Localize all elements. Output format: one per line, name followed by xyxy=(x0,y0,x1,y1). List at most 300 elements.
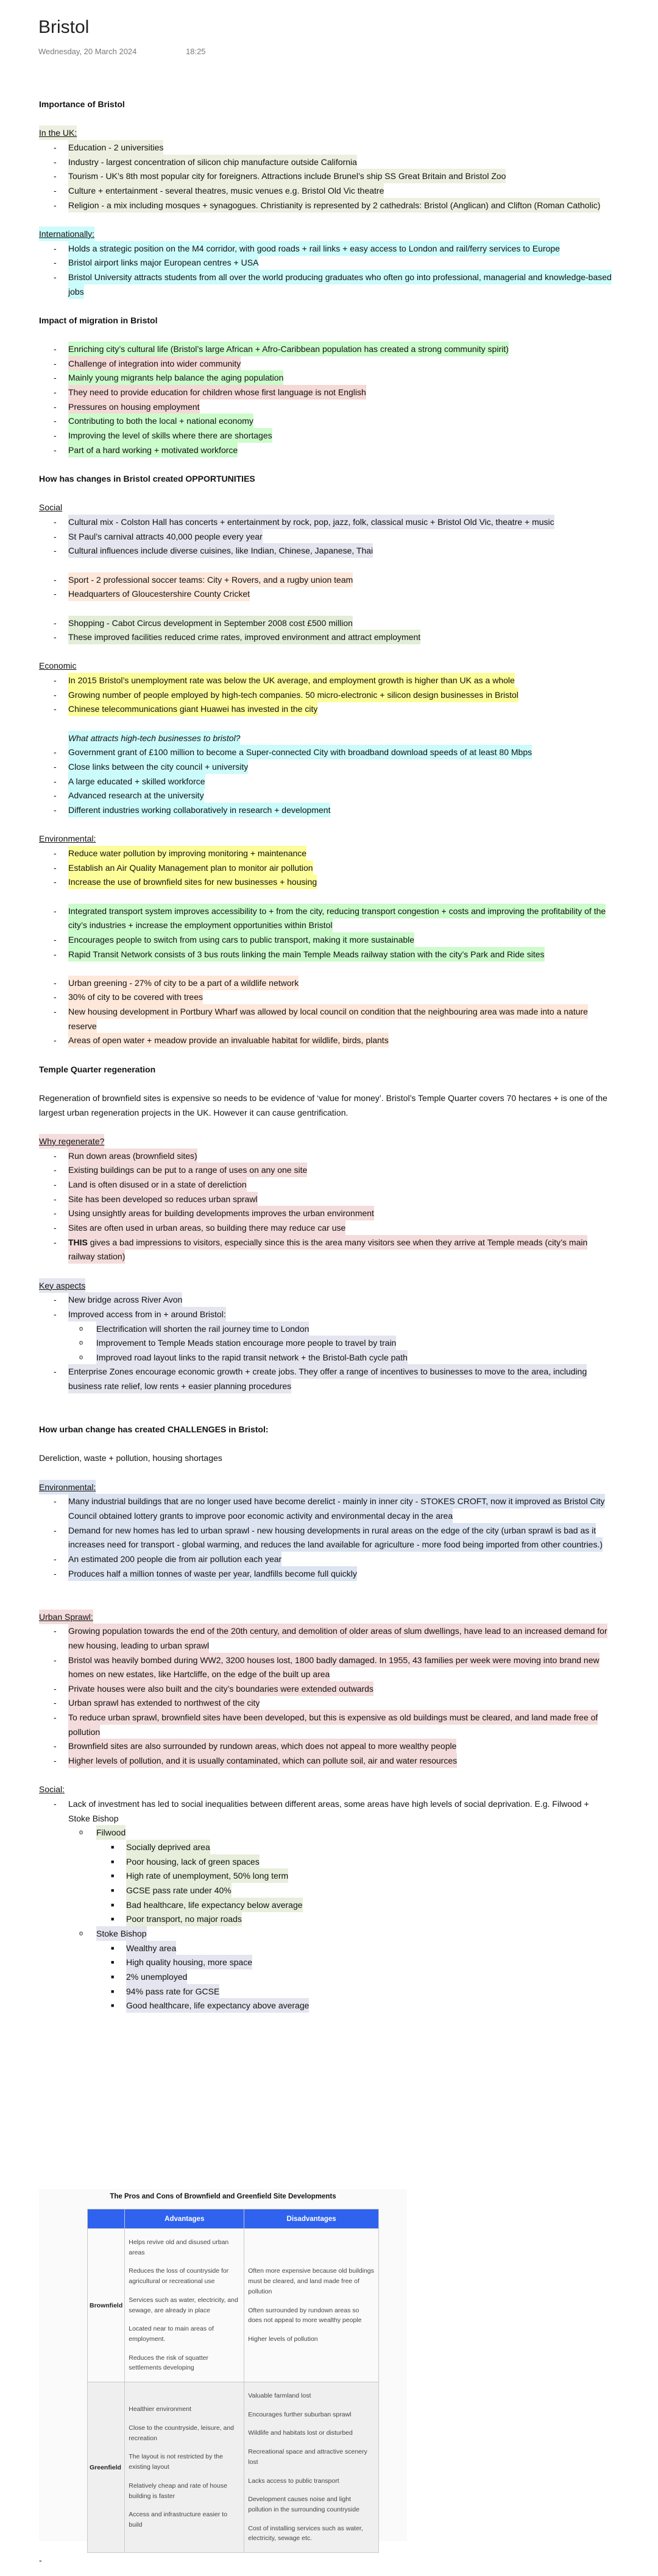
bullet-item xyxy=(39,443,612,458)
dash-bullet-icon: - xyxy=(54,848,57,858)
text: Part of a hard working + motivated workforce xyxy=(68,445,238,455)
dash-bullet-icon: - xyxy=(54,805,57,815)
bullet-item xyxy=(39,1524,612,1552)
dash-bullet-icon: - xyxy=(54,618,57,628)
note-body[interactable] xyxy=(39,97,612,2013)
text-span xyxy=(68,1177,247,1192)
blank-line xyxy=(39,1120,612,1135)
dash-bullet-icon: - xyxy=(54,689,57,700)
text: Many industrial buildings that are no longer used have become derelict - mainly in inner city - STOKES CROFT, now it improved as Bristol City Council obtained lottery grants to improve poor economic activity and environmental decay in the area xyxy=(68,1496,605,1521)
text-span xyxy=(68,1033,389,1047)
blank-line xyxy=(39,962,612,976)
text-span xyxy=(126,1984,219,1999)
paragraph xyxy=(39,1451,612,1466)
section-heading xyxy=(39,1063,612,1077)
blank-line xyxy=(39,645,612,660)
bullet-item xyxy=(39,846,612,861)
text: Private houses were also built and the city’s boundaries were extended outwards xyxy=(68,1683,373,1694)
dash-bullet-icon: - xyxy=(54,243,57,253)
blank-line xyxy=(39,1394,612,1409)
sub-bullet-item xyxy=(39,1351,612,1365)
advantage-item: Close to the countryside, leisure, and recreation xyxy=(129,2424,235,2442)
page-date: Wednesday, 20 March 2024 xyxy=(38,47,137,56)
text-span xyxy=(68,932,414,947)
text-span xyxy=(68,370,283,385)
subheading xyxy=(39,501,612,515)
dash-bullet-icon: - xyxy=(54,171,57,181)
text: gives a bad impressions to visitors, especially since this is the area many visitors see when they arrive at Temple meads (city’s main railway station) xyxy=(68,1237,588,1262)
text: Urban sprawl has extended to northwest of the city xyxy=(68,1698,260,1708)
disadvantage-item: Often more expensive because old buildings must be cleared, and land made free of pollution xyxy=(248,2267,374,2295)
blank-line xyxy=(39,328,612,342)
text: Regeneration of brownfield sites is expensive so needs to be evidence of ‘value for money’. Bristol’s Temple Quarter covers 70 hectares + is one of the largest urban regeneration projects in the UK. However it can cause gentrification. xyxy=(39,1093,607,1117)
text-span xyxy=(68,803,330,817)
text-span xyxy=(68,1192,258,1206)
text-span xyxy=(68,515,554,529)
text-span xyxy=(68,702,317,716)
text: 30% of city to be covered with trees xyxy=(68,992,203,1002)
text: Cultural influences include diverse cuisines, like Indian, Chinese, Japanese, Thai xyxy=(68,546,373,556)
text: Improved road layout links to the rapid transit network + the Bristol-Bath cycle path xyxy=(96,1352,408,1362)
text: Social xyxy=(39,502,63,513)
text: Improvement to Temple Meads station encourage more people to travel by train xyxy=(96,1338,397,1348)
text-span xyxy=(68,1523,603,1552)
sub-sub-bullet-item xyxy=(39,1840,612,1855)
bullet-item xyxy=(39,141,612,155)
text: Impact of migration in Bristol xyxy=(39,315,158,325)
bullet-item xyxy=(39,760,612,775)
bullet-item xyxy=(39,789,612,803)
table-header-advantages: Advantages xyxy=(125,2209,244,2229)
dash-bullet-icon: - xyxy=(54,516,57,527)
blank-line xyxy=(39,213,612,227)
text-span xyxy=(68,947,545,962)
circle-bullet-icon: o xyxy=(79,1339,83,1347)
text-span xyxy=(68,342,509,356)
text-span xyxy=(68,1653,600,1682)
square-bullet-icon: ■ xyxy=(111,1844,115,1851)
text: Bad healthcare, life expectancy below average xyxy=(126,1899,303,1910)
text-span xyxy=(68,1624,607,1653)
text: Growing population towards the end of the 20th century, and demolition of older areas of slum dwellings, have lead to an increased demand for new housing, leading to urban sprawl xyxy=(68,1626,607,1650)
text-span xyxy=(68,1552,281,1566)
advantage-item: Healthier environment xyxy=(129,2405,191,2413)
text: Socially deprived area xyxy=(126,1842,210,1853)
text-span xyxy=(68,616,353,630)
square-bullet-icon: ■ xyxy=(111,1916,115,1923)
text-span xyxy=(39,661,76,670)
text: Wealthy area xyxy=(126,1943,177,1953)
dash-bullet-icon: - xyxy=(54,1194,57,1204)
dash-bullet-icon: - xyxy=(54,1208,57,1219)
bullet-item xyxy=(39,1192,612,1207)
advantages-cell xyxy=(125,2229,244,2382)
dash-bullet-icon: - xyxy=(54,1683,57,1694)
text-span xyxy=(68,759,248,774)
blank-line xyxy=(39,558,612,573)
text-span xyxy=(96,1825,126,1840)
text: To reduce urban sprawl, brownfield sites have been developed, but this is expensive as old buildings must be cleared, and land made free of pollution xyxy=(68,1712,598,1737)
text-span xyxy=(126,1868,288,1883)
dash-bullet-icon: - xyxy=(54,934,57,945)
blank-line xyxy=(39,1048,612,1063)
blank-line xyxy=(39,1264,612,1279)
text-span xyxy=(68,745,532,759)
text-span xyxy=(68,270,612,299)
text: Culture + entertainment - several theatres, music venues e.g. Bristol Old Vic theatre xyxy=(68,185,384,195)
text: Land is often disused or in a state of dereliction xyxy=(68,1179,247,1189)
blank-line xyxy=(39,1077,612,1091)
blank-line xyxy=(39,1596,612,1610)
square-bullet-icon: ■ xyxy=(111,1973,115,1980)
advantage-item: Located near to main areas of employment. xyxy=(129,2325,214,2343)
bullet-item xyxy=(39,1163,612,1178)
square-bullet-icon: ■ xyxy=(111,2002,115,2009)
table-title: The Pros and Cons of Brownfield and Greenfield Site Developments xyxy=(110,2193,336,2200)
text: Cultural mix - Colston Hall has concerts + entertainment by rock, pop, jazz, folk, classical music + Bristol Old Vic, theatre + music xyxy=(68,516,554,527)
square-bullet-icon: ■ xyxy=(111,1988,115,1994)
text-span xyxy=(39,99,125,109)
table-row xyxy=(88,2229,379,2382)
text: Growing number of people employed by high-tech companies. 50 micro-electronic + silicon design businesses in Bristol xyxy=(68,689,518,700)
bullet-item xyxy=(39,1221,612,1236)
bullet-item xyxy=(39,414,612,429)
subheading xyxy=(39,1610,612,1625)
dash-bullet-icon: - xyxy=(54,1741,57,1751)
bullet-item xyxy=(39,1178,612,1192)
text: Environmental: xyxy=(39,1482,96,1492)
dash-bullet-icon: - xyxy=(54,949,57,959)
text-span xyxy=(68,572,353,587)
bold-text: THIS xyxy=(68,1237,88,1247)
text-span xyxy=(68,673,515,688)
dash-bullet-icon: - xyxy=(54,862,57,873)
text-span xyxy=(39,1278,85,1293)
row-label: Greenfield xyxy=(88,2382,125,2553)
bullet-item xyxy=(39,1293,612,1307)
text: Headquarters of Gloucestershire County Cricket xyxy=(68,589,250,599)
square-bullet-icon: ■ xyxy=(111,1959,115,1966)
section-heading xyxy=(39,472,612,487)
bullet-item xyxy=(39,1682,612,1697)
subheading xyxy=(39,227,612,242)
blank-line xyxy=(39,1408,612,1423)
text: Urban Sprawl: xyxy=(39,1611,93,1622)
bullet-item xyxy=(39,1365,612,1393)
text-span xyxy=(68,241,560,256)
text: New bridge across River Avon xyxy=(68,1295,183,1305)
text: Produces half a million tonnes of waste per year, landfills become full quickly xyxy=(68,1568,357,1578)
dash-bullet-icon: - xyxy=(54,387,57,398)
text: Temple Quarter regeneration xyxy=(39,1064,156,1074)
blank-line xyxy=(39,1581,612,1596)
sub-sub-bullet-item xyxy=(39,1912,612,1927)
text: Enriching city’s cultural life (Bristol’s large African + Afro-Caribbean population has created a strong community spirit) xyxy=(68,344,509,354)
blank-line xyxy=(39,299,612,314)
bullet-item xyxy=(39,242,612,256)
dash-bullet-icon: - xyxy=(54,157,57,167)
text: Areas of open water + meadow provide an invaluable habitat for wildlife, birds, plants xyxy=(68,1035,389,1046)
text: Lack of investment has led to social inequalities between different areas, some areas have high levels of social deprivation. E.g. Filwood + Stoke Bishop xyxy=(68,1799,589,1823)
text-span xyxy=(68,1695,260,1710)
dash-bullet-icon: - xyxy=(54,574,57,585)
pros-cons-table xyxy=(87,2209,379,2553)
text: Pressures on housing employment xyxy=(68,401,200,412)
dash-bullet-icon: - xyxy=(54,1309,57,1319)
advantage-item: Access and infrastructure easier to build xyxy=(129,2511,227,2528)
bullet-item xyxy=(39,199,612,213)
text-span xyxy=(68,1494,605,1523)
text-span xyxy=(68,731,240,745)
text-span xyxy=(68,1710,598,1739)
bullet-item xyxy=(39,875,612,890)
text-span xyxy=(68,1307,226,1321)
bullet-item xyxy=(39,1797,612,1826)
bullet-item xyxy=(39,1307,612,1322)
text-span xyxy=(68,155,357,169)
bullet-item xyxy=(39,976,612,991)
disadvantage-item: Recreational space and attractive scenery lost xyxy=(248,2448,367,2466)
text: Site has been developed so reduces urban sprawl xyxy=(68,1194,258,1204)
text: Education - 2 universities xyxy=(68,142,164,152)
text: Environmental: xyxy=(39,834,96,844)
text-span xyxy=(68,428,272,443)
dash-bullet-icon: - xyxy=(54,762,57,772)
bullet-item xyxy=(39,1624,612,1653)
dash-bullet-icon: - xyxy=(54,1525,57,1535)
bullet-item xyxy=(39,630,612,645)
bullet-item xyxy=(39,803,612,818)
text: GCSE pass rate under 40% xyxy=(126,1885,232,1895)
disadvantage-item: Valuable farmland lost xyxy=(248,2392,311,2400)
sub-bullet-item xyxy=(39,1322,612,1337)
text-span xyxy=(39,502,62,512)
bullet-item xyxy=(39,904,612,933)
text-span xyxy=(68,183,384,198)
text: Chinese telecommunications giant Huawei has invested in the city xyxy=(68,704,318,714)
text: Shopping - Cabot Circus development in September 2008 cost £500 million xyxy=(68,618,353,628)
text-span xyxy=(68,846,306,860)
bullet-item xyxy=(39,1005,612,1033)
sub-sub-bullet-item xyxy=(39,1869,612,1884)
dash-bullet-icon: - xyxy=(54,977,57,988)
text-span xyxy=(39,315,157,325)
text: Dereliction, waste + pollution, housing shortages xyxy=(39,1453,222,1463)
text: A large educated + skilled workforce xyxy=(68,776,205,786)
bullet-item xyxy=(39,530,612,544)
bullet-item xyxy=(39,587,612,602)
square-bullet-icon: ■ xyxy=(111,1901,115,1908)
text-span xyxy=(68,1364,587,1393)
disadvantage-item: Wildlife and habitats lost or disturbed xyxy=(248,2429,353,2437)
advantage-item: Relatively cheap and rate of house building is faster xyxy=(129,2482,227,2500)
dash-bullet-icon: - xyxy=(54,373,57,383)
text-span xyxy=(68,1753,457,1768)
subheading xyxy=(39,659,612,674)
text-span xyxy=(68,788,204,803)
bullet-item xyxy=(39,1711,612,1739)
dash-bullet-icon: - xyxy=(54,1237,57,1247)
square-bullet-icon: ■ xyxy=(111,1873,115,1879)
dash-bullet-icon: - xyxy=(54,531,57,541)
blank-line xyxy=(39,602,612,616)
text: Higher levels of pollution, and it is usually contaminated, which can pollute soil, air and water resources xyxy=(68,1756,458,1766)
bullet-item xyxy=(39,400,612,415)
text: Using unsightly areas for building developments improves the urban environment xyxy=(68,1208,374,1219)
text: In 2015 Bristol’s unemployment rate was below the UK average, and employment growth is higher than UK as a whole xyxy=(68,675,515,686)
text-span xyxy=(39,1065,155,1074)
bullet-item xyxy=(39,861,612,876)
text-span xyxy=(68,688,518,702)
text: What attracts high-tech businesses to bristol? xyxy=(68,733,241,743)
circle-bullet-icon: o xyxy=(79,1353,83,1361)
text: Mainly young migrants help balance the aging population xyxy=(68,373,284,383)
dash-bullet-icon: - xyxy=(54,200,57,210)
dash-bullet-icon: - xyxy=(54,632,57,642)
dash-bullet-icon: - xyxy=(54,445,57,455)
text-span xyxy=(126,1883,232,1898)
disadvantages-cell xyxy=(244,2382,379,2553)
dash-bullet-icon: - xyxy=(54,1626,57,1636)
disadvantages-cell xyxy=(244,2229,379,2382)
text: Integrated transport system improves accessibility to + from the city, reducing transport congestion + costs and improving the profitability of the city’s industries + increase the employment opportunities within Bristol xyxy=(68,906,606,931)
text-span xyxy=(68,586,250,601)
bullet-item xyxy=(39,155,612,170)
bullet-item xyxy=(39,256,612,270)
square-bullet-icon: ■ xyxy=(111,1887,115,1893)
dash-bullet-icon: - xyxy=(54,1698,57,1708)
text-span xyxy=(68,875,317,889)
text-span xyxy=(126,1998,309,2013)
dash-bullet-icon: - xyxy=(54,1496,57,1507)
dash-bullet-icon: - xyxy=(54,1554,57,1564)
dash-bullet-icon: - xyxy=(54,675,57,686)
dash-bullet-icon: - xyxy=(54,776,57,786)
advantages-cell xyxy=(125,2382,244,2553)
sub-sub-bullet-item xyxy=(39,1970,612,1985)
advantage-item: Helps revive old and disused urban areas xyxy=(129,2239,229,2256)
text-span xyxy=(96,1336,396,1350)
section-heading xyxy=(39,97,612,112)
bullet-item xyxy=(39,342,612,357)
subheading xyxy=(39,1480,612,1495)
dash-bullet-icon: - xyxy=(54,790,57,801)
text: Enterprise Zones encourage economic growth + create jobs. They offer a range of incentives to businesses to move to the area, including business rate relief, low rents + easier planning procedures xyxy=(68,1367,587,1392)
blank-line xyxy=(39,818,612,832)
bullet-item xyxy=(39,1754,612,1768)
text-span xyxy=(39,227,94,241)
dash-bullet-icon: - xyxy=(54,589,57,599)
text-span xyxy=(39,1093,607,1117)
text-span xyxy=(68,990,203,1004)
bullet-item xyxy=(39,1494,612,1523)
text: Improving the level of skills where there are shortages xyxy=(68,431,272,441)
dash-bullet-icon: - xyxy=(54,992,57,1002)
text: Holds a strategic position on the M4 corridor, with good roads + rail links + easy access to London and rail/ferry services to Europe xyxy=(68,243,560,253)
sub-bullet-item xyxy=(39,1336,612,1351)
dash-bullet-icon: - xyxy=(54,185,57,195)
dash-bullet-icon: - xyxy=(54,1756,57,1766)
bullet-item xyxy=(39,1653,612,1682)
text: How has changes in Bristol created OPPORTUNITIES xyxy=(39,473,255,484)
text-span xyxy=(68,198,600,213)
dash-bullet-icon: - xyxy=(54,1150,57,1161)
dash-bullet-icon: - xyxy=(54,747,57,758)
text-span xyxy=(126,1955,252,1969)
bullet-item xyxy=(39,573,612,588)
text-span xyxy=(68,385,366,399)
text-span xyxy=(39,474,255,484)
blank-line xyxy=(39,890,612,904)
text: Improved access from in + around Bristol: xyxy=(68,1309,226,1319)
page-time: 18:25 xyxy=(186,47,206,56)
dash-bullet-icon: - xyxy=(54,1179,57,1189)
dash-bullet-icon: - xyxy=(54,272,57,282)
sub-sub-bullet-item xyxy=(39,1985,612,1999)
bullet-item xyxy=(39,184,612,199)
bullet-item xyxy=(39,169,612,184)
subheading xyxy=(39,1279,612,1293)
dash-bullet-icon: - xyxy=(54,546,57,556)
bullet-item xyxy=(39,1033,612,1048)
blank-line xyxy=(39,487,612,501)
circle-bullet-icon: o xyxy=(79,1829,83,1837)
sub-sub-bullet-item xyxy=(39,1999,612,2013)
blank-line xyxy=(39,1437,612,1452)
text-span xyxy=(39,1453,222,1463)
text-span xyxy=(68,1681,373,1696)
text-span xyxy=(39,125,77,140)
blank-line xyxy=(39,457,612,472)
disadvantage-item: Often surrounded by rundown areas so does not appeal to more wealthy people xyxy=(248,2306,362,2324)
text-span xyxy=(68,443,238,457)
disadvantage-item: Cost of installing services such as water, electricity, sewage etc. xyxy=(248,2524,363,2543)
text-span xyxy=(68,1235,587,1264)
text: These improved facilities reduced crime rates, improved environment and attract employment xyxy=(68,632,421,642)
dash-bullet-icon: - xyxy=(54,1295,57,1305)
text: Existing buildings can be put to a range of uses on any one site xyxy=(68,1165,308,1175)
text: Sites are often used in urban areas, so building there may reduce car use xyxy=(68,1222,346,1233)
bullet-item xyxy=(39,702,612,717)
bullet-item xyxy=(39,948,612,962)
subheading xyxy=(39,1782,612,1797)
bullet-item xyxy=(39,1739,612,1754)
sub-sub-bullet-item xyxy=(39,1898,612,1913)
text: Government grant of £100 million to become a Super-connected City with broadband download speeds of at least 80 Mbps xyxy=(68,747,532,758)
advantage-item: Services such as water, electricity, and sewage, are already in place xyxy=(129,2296,238,2314)
advantage-item: The layout is not restricted by the existing layout xyxy=(129,2453,223,2471)
text-span xyxy=(126,1912,242,1926)
dash-bullet-icon: - xyxy=(54,877,57,887)
text: An estimated 200 people die from air pollution each year xyxy=(68,1554,282,1564)
dash-bullet-icon: - xyxy=(54,1655,57,1665)
text: New housing development in Portbury Wharf was allowed by local council on condition that the neighbouring area was made into a nature reserve xyxy=(68,1007,588,1031)
bullet-item xyxy=(39,429,612,443)
italic-question xyxy=(39,731,612,746)
pros-cons-table-image xyxy=(39,2189,407,2541)
text-span xyxy=(68,1292,182,1307)
text: Urban greening - 27% of city to be a part of a wildlife network xyxy=(68,977,299,988)
text-span xyxy=(68,1163,307,1177)
sub-sub-bullet-item xyxy=(39,1955,612,1970)
sub-bullet-item xyxy=(39,1927,612,1941)
dash-bullet-icon: - xyxy=(54,1035,57,1046)
text: Religion - a mix including mosques + synagogues. Christianity is represented by 2 cathedrals: Bristol (Anglican) and Clifton (Roman Catholic) xyxy=(68,200,601,210)
trailing-dash: - xyxy=(39,2555,42,2565)
text-span xyxy=(68,1799,589,1823)
dash-bullet-icon: - xyxy=(54,344,57,354)
text-span xyxy=(68,904,606,933)
